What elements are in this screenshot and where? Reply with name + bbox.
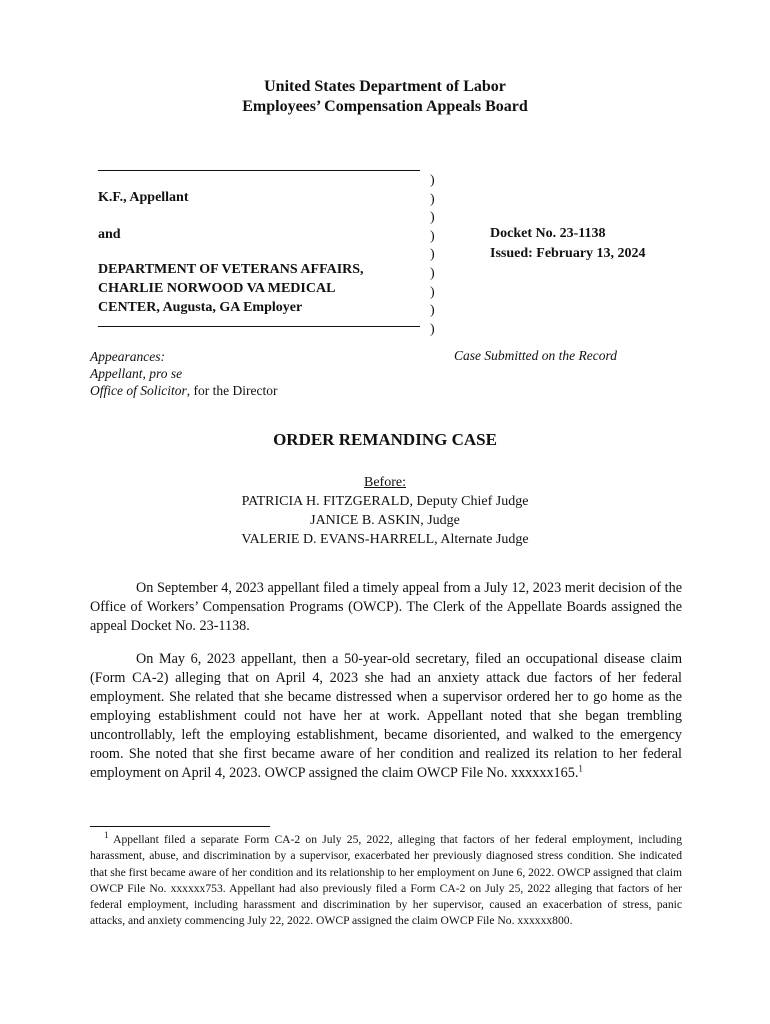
- case-caption: [92, 158, 652, 338]
- judge-3: VALERIE D. EVANS-HARRELL, Alternate Judge: [241, 532, 529, 547]
- appellant-name: K.F., Appellant: [98, 190, 189, 205]
- paragraph-1-text: On September 4, 2023 appellant filed a timely appeal from a July 12, 2023 merit decision of the Office of Workers’ Compensation Programs (OWCP). The Clerk of the Appellate Boards assigned the appeal Docket No. 23-1138.: [90, 580, 682, 634]
- appearances-label: Appearances:: [90, 349, 165, 364]
- docket-info: [490, 224, 646, 264]
- employer-line-3: CENTER, Augusta, GA Employer: [98, 300, 303, 315]
- solicitor-appearance: [90, 382, 277, 399]
- document-header: [0, 77, 770, 117]
- judges-block: [0, 473, 770, 549]
- caption-parentheses: ) ) ) ) ) ) ) ) ): [430, 173, 435, 337]
- agency-name: United States Department of Labor: [264, 78, 506, 95]
- caption-bottom-rule: [98, 326, 420, 327]
- footnote-number: 1: [104, 830, 109, 841]
- paragraph-2: [90, 650, 682, 783]
- appearances-block: [90, 348, 277, 399]
- case-submitted: Case Submitted on the Record: [454, 348, 617, 363]
- paragraph-1: [90, 579, 682, 636]
- docket-number: Docket No. 23-1138: [490, 226, 606, 241]
- order-title: ORDER REMANDING CASE: [273, 430, 497, 449]
- employer-name: [98, 260, 364, 317]
- footnote-1: [90, 832, 682, 930]
- employer-line-2: CHARLIE NORWOOD VA MEDICAL: [98, 281, 336, 296]
- footnote-divider: [90, 826, 270, 827]
- solicitor-suffix: , for the Director: [186, 383, 278, 398]
- and-label: and: [98, 227, 121, 242]
- footnote-reference[interactable]: 1: [578, 763, 583, 774]
- solicitor-office: Office of Solicitor: [90, 383, 187, 398]
- judge-1: PATRICIA H. FITZGERALD, Deputy Chief Judge: [241, 494, 529, 509]
- before-label: Before:: [364, 475, 406, 490]
- paragraph-2-text: On May 6, 2023 appellant, then a 50-year-old secretary, filed an occupational disease claim (Form CA-2) alleging that on April 4, 2023 she had an anxiety attack due factors of her federal employment. She related that she became distressed when a supervisor ordered her to go home as the employing establishment could not have her at work. Appellant noted that she began trembling uncontrollably, left the employing establishment, became disoriented, and walked to the emergency room. She noted that she first became aware of her condition and realized its relation to her federal employment on April 4, 2023. OWCP assigned the claim OWCP File No. xxxxxx165.: [90, 651, 682, 781]
- issued-date: Issued: February 13, 2024: [490, 246, 646, 261]
- board-name: Employees’ Compensation Appeals Board: [242, 98, 528, 115]
- employer-line-1: DEPARTMENT OF VETERANS AFFAIRS,: [98, 262, 364, 277]
- footnote-text: Appellant filed a separate Form CA-2 on July 25, 2022, alleging that factors of her federal employment, including harassment, abuse, and discrimination by a supervisor, exacerbated her previously diagnosed stress condition. She indicated that she first became aware of her condition and its relationship to her employment on June 6, 2022. OWCP assigned that claim OWCP File No. xxxxxx753. Appellant had also previously filed a Form CA-2 on July 25, 2022 alleging that factors of her federal employment, including harassment and discrimination by her supervisor, caused an exacerbation of stress, panic attacks, and anxiety commencing July 22, 2022. OWCP assigned the claim OWCP File No. xxxxxx800.: [90, 833, 682, 928]
- appellant-appearance: Appellant, pro se: [90, 366, 183, 381]
- caption-top-rule: [98, 170, 420, 171]
- judge-2: JANICE B. ASKIN, Judge: [310, 513, 460, 528]
